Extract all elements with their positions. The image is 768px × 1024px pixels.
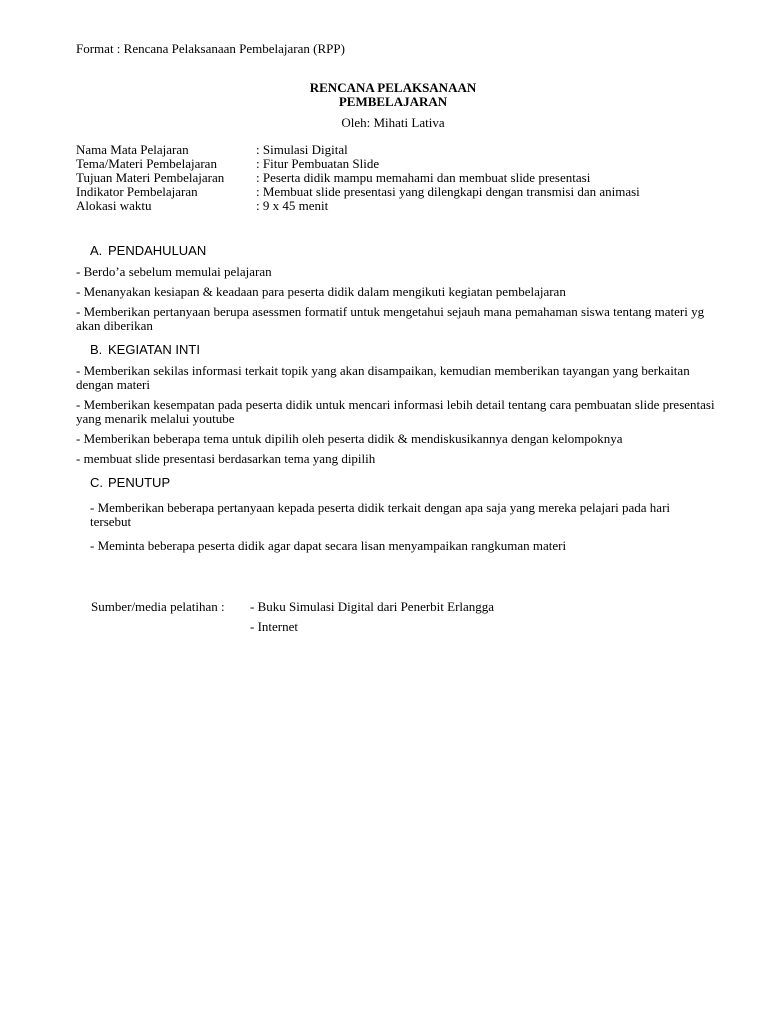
list-item: - Berdo’a sebelum memulai pelajaran xyxy=(76,264,272,279)
author-line: Oleh: Mihati Lativa xyxy=(341,115,445,130)
format-line: Format : Rencana Pelaksanaan Pembelajaran (RPP) xyxy=(76,41,345,56)
info-table xyxy=(76,143,640,213)
section-heading-pendahuluan xyxy=(90,244,206,258)
list-item: - membuat slide presentasi berdasarkan tema yang dipilih xyxy=(76,451,376,466)
title-line-1: RENCANA PELAKSANAAN xyxy=(309,80,477,95)
info-row xyxy=(76,171,640,185)
source-row xyxy=(91,620,494,640)
info-row xyxy=(76,143,640,157)
section-title: PENUTUP xyxy=(108,475,171,490)
info-value: : 9 x 45 menit xyxy=(256,198,329,213)
section-letter: B. xyxy=(90,342,103,357)
section-heading-kegiatan-inti xyxy=(90,343,200,357)
section-title: KEGIATAN INTI xyxy=(108,342,200,357)
source-item: - Buku Simulasi Digital dari Penerbit Erlangga xyxy=(250,599,495,614)
info-value: : Membuat slide presentasi yang dilengkapi dengan transmisi dan animasi xyxy=(256,184,640,199)
info-row xyxy=(76,185,640,199)
source-item: - Internet xyxy=(250,619,299,634)
info-label: Tema/Materi Pembelajaran xyxy=(76,156,217,171)
source-row xyxy=(91,600,494,620)
title-line-2: PEMBELAJARAN xyxy=(338,94,448,109)
list-item: - Memberikan sekilas informasi terkait topik yang akan disampaikan, kemudian memberikan tayangan yang berkaitan dengan materi xyxy=(76,363,690,392)
list-item: - Memberikan beberapa pertanyaan kepada peserta didik terkait dengan apa saja yang mereka pelajari pada hari tersebut xyxy=(90,500,671,529)
info-label: Indikator Pembelajaran xyxy=(76,184,198,199)
section-letter: C. xyxy=(90,475,103,490)
list-item: - Memberikan beberapa tema untuk dipilih oleh peserta didik & mendiskusikannya dengan kelompoknya xyxy=(76,431,623,446)
section-letter: A. xyxy=(90,243,103,258)
section-heading-penutup xyxy=(90,476,170,490)
section-title: PENDAHULUAN xyxy=(108,243,207,258)
document-title xyxy=(0,81,768,109)
list-item: - Meminta beberapa peserta didik agar dapat secara lisan menyampaikan rangkuman materi xyxy=(90,538,567,553)
info-label: Nama Mata Pelajaran xyxy=(76,142,189,157)
info-value: : Peserta didik mampu memahami dan membuat slide presentasi xyxy=(256,170,591,185)
list-item: - Menanyakan kesiapan & keadaan para peserta didik dalam mengikuti kegiatan pembelajaran xyxy=(76,284,566,299)
source-label: Sumber/media pelatihan : xyxy=(91,599,225,614)
info-label: Tujuan Materi Pembelajaran xyxy=(76,170,225,185)
info-label: Alokasi waktu xyxy=(76,198,152,213)
list-item: - Memberikan kesempatan pada peserta didik untuk mencari informasi lebih detail tentang cara pembuatan slide presentasi yang menarik melalui youtube xyxy=(76,397,715,426)
list-item: - Memberikan pertanyaan berupa asessmen formatif untuk mengetahui sejauh mana pemahaman siswa tentang materi yg akan diberikan xyxy=(76,304,705,333)
info-value: : Simulasi Digital xyxy=(256,142,348,157)
source-section xyxy=(91,600,494,640)
info-value: : Fitur Pembuatan Slide xyxy=(256,156,380,171)
info-row xyxy=(76,157,640,171)
info-row xyxy=(76,199,640,213)
